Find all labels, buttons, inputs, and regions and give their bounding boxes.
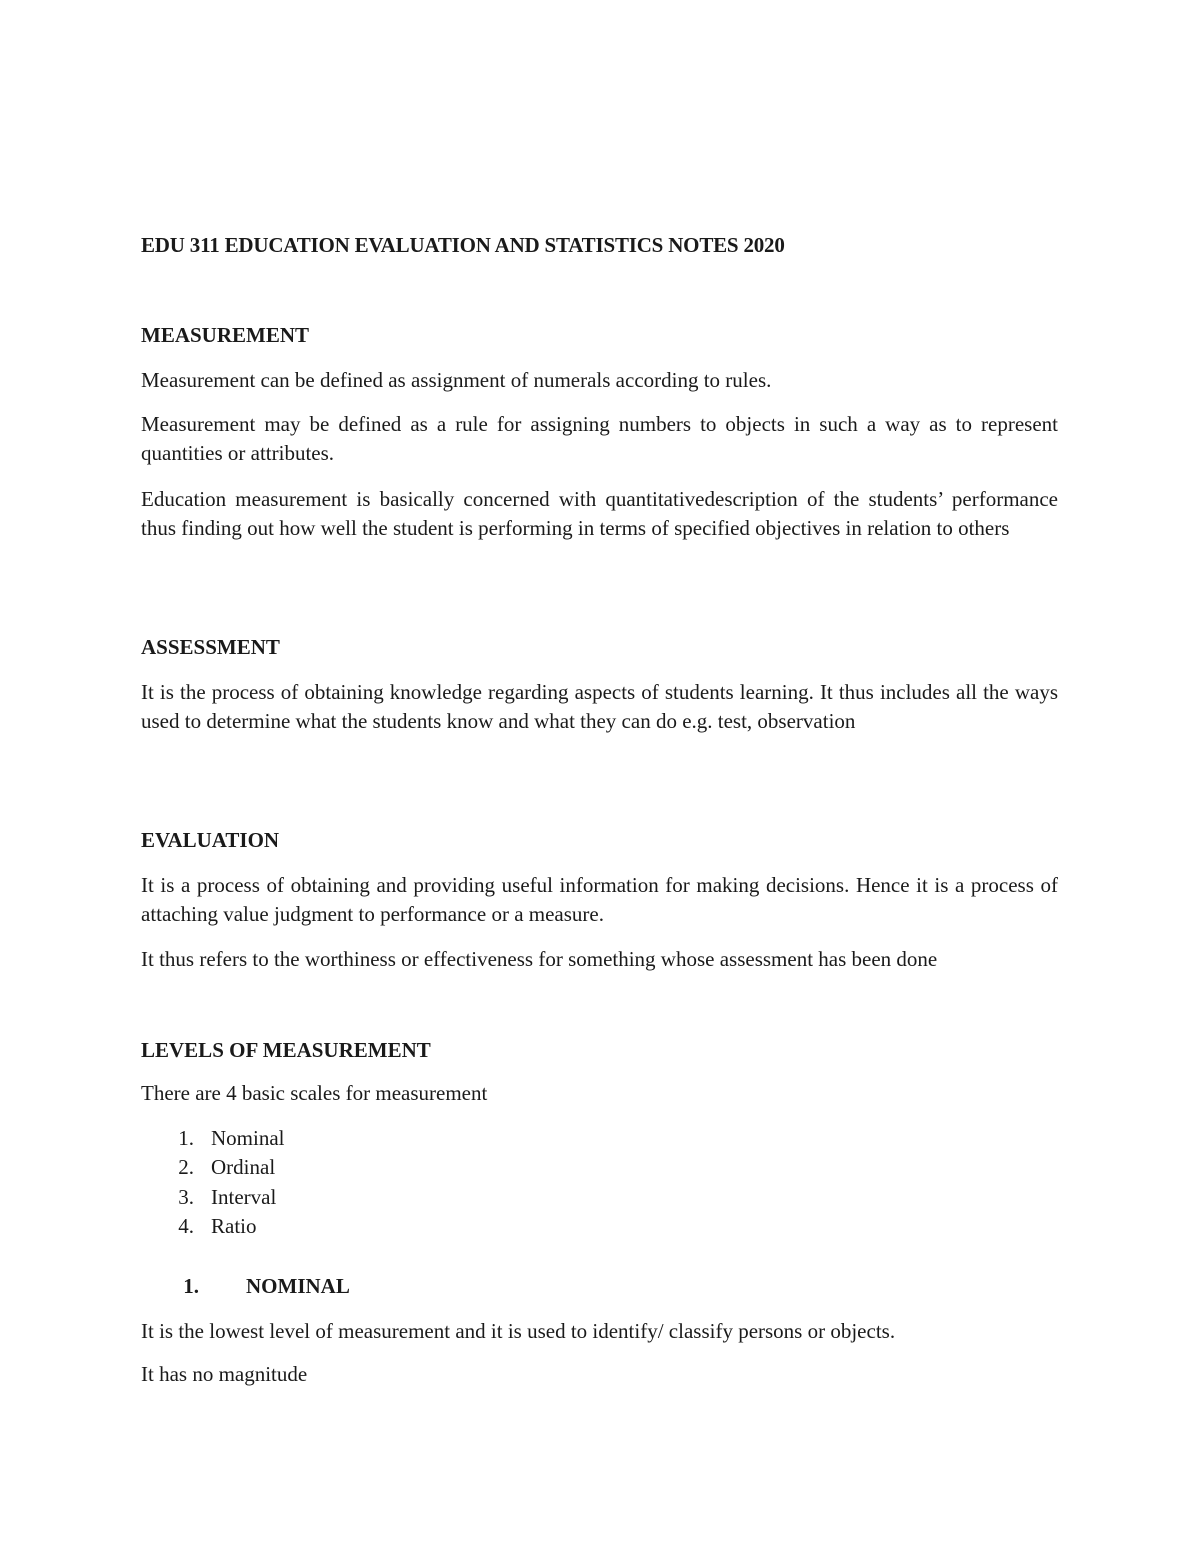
list-item-number: 2. — [178, 1155, 194, 1180]
measurement-paragraph-1: Measurement can be defined as assignment of numerals according to rules. — [141, 368, 772, 392]
list-item-number: 1. — [178, 1126, 194, 1150]
heading-nominal-number: 1. — [183, 1274, 199, 1298]
heading-measurement: MEASUREMENT — [141, 323, 310, 347]
nominal-paragraph-1: It is the lowest level of measurement and it is used to identify/ classify persons or objects. — [141, 1319, 896, 1343]
list-item-label: Ordinal — [211, 1155, 276, 1180]
list-item-number: 3. — [178, 1184, 194, 1209]
list-item-number: 4. — [178, 1213, 194, 1238]
list-item-label: Ratio — [211, 1213, 257, 1238]
list-item-label: Interval — [211, 1184, 277, 1209]
list-item-label: Nominal — [211, 1126, 285, 1150]
nominal-paragraph-2: It has no magnitude — [141, 1362, 308, 1386]
evaluation-paragraph-2: It thus refers to the worthiness or effectiveness for something whose assessment has been done — [141, 947, 938, 971]
measurement-paragraph-2: Measurement may be defined as a rule for assigning numbers to objects in such a way as to represent quantities or attributes. — [141, 412, 1058, 465]
evaluation-paragraph-1: It is a process of obtaining and providing useful information for making decisions. Hence it is a process of attaching value judgment to performance or a measure. — [141, 873, 1058, 926]
heading-evaluation: EVALUATION — [141, 828, 280, 852]
assessment-paragraph-1: It is the process of obtaining knowledge regarding aspects of students learning. It thus includes all the ways used to determine what the students know and what they can do e.g. test, observation — [141, 680, 1058, 733]
heading-levels-of-measurement: LEVELS OF MEASUREMENT — [141, 1038, 431, 1062]
measurement-paragraph-3: Education measurement is basically concerned with quantitativedescription of the students’ performance thus finding out how well the student is performing in terms of specified objectives in relation to others — [141, 487, 1058, 540]
heading-assessment: ASSESSMENT — [141, 635, 280, 659]
levels-intro: There are 4 basic scales for measurement — [141, 1081, 488, 1105]
heading-nominal-label: NOMINAL — [246, 1274, 350, 1298]
document-title: EDU 311 EDUCATION EVALUATION AND STATISTICS NOTES 2020 — [141, 233, 785, 257]
